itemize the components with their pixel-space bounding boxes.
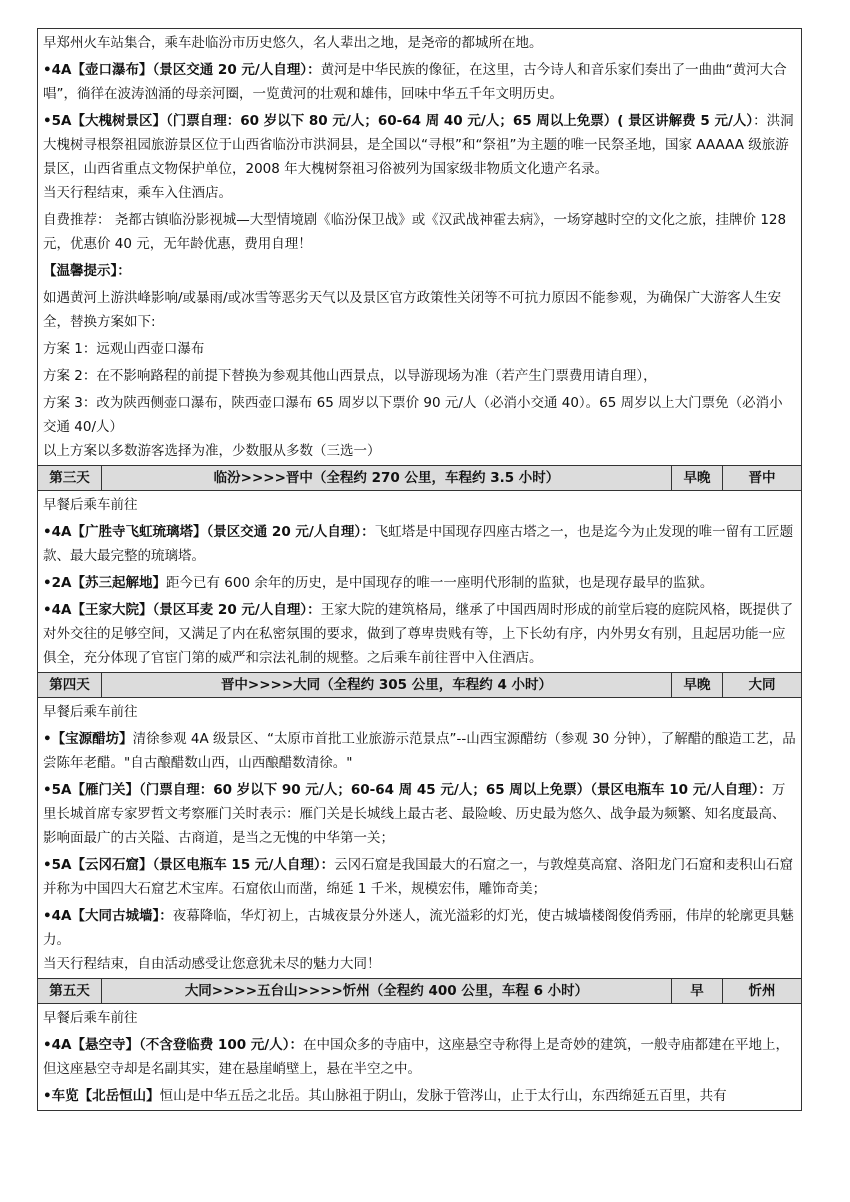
day3-breakfast: 早餐后乘车前往 [43, 497, 138, 513]
plan-3: 方案 3：改为陕西侧壶口瀑布，陕西壶口瀑布 65 周岁以下票价 90 元/人（必消小交通 40）。65 周岁以上大门票免（必消小交通 40/人） [43, 395, 783, 435]
day4-content [38, 698, 802, 979]
attraction-datong-wall: •4A【大同古城墙】：夜幕降临，华灯初上，古城夜景分外迷人，流光溢彩的灯光，使古城墙楼阁俊俏秀丽，伟岸的轮廓更具魅力。 [43, 908, 794, 948]
itinerary-sheet [37, 28, 801, 1111]
day3-header-row [38, 466, 802, 491]
day3-route: 临汾>>>>晋中（全程约 270 公里，车程约 3.5 小时） [102, 466, 672, 491]
attraction-susan: •2A【苏三起解地】距今已有 600 余年的历史，是中国现存的唯一一座明代形制的监狱，也是现存最早的监狱。 [43, 575, 714, 591]
day5-content-row [38, 1004, 802, 1111]
day4-breakfast: 早餐后乘车前往 [43, 704, 138, 720]
day5-stay: 忻州 [723, 979, 802, 1004]
day3-content-row [38, 491, 802, 673]
attraction-xuankong: •4A【悬空寺】（不含登临费 100 元/人）：在中国众多的寺庙中，这座悬空寺称得上是奇妙的建筑，一般寺庙都建在平地上，但这座悬空寺却是名副其实，建在悬崖峭壁上，悬在半空之中。 [43, 1037, 789, 1077]
day5-meals: 早 [672, 979, 723, 1004]
day5-label: 第五天 [38, 979, 102, 1004]
tip-title: 【温馨提示】： [43, 263, 131, 279]
itinerary-table [37, 28, 802, 1111]
day3-label: 第三天 [38, 466, 102, 491]
attraction-baoyuan: •【宝源醋坊】清徐参观 4A 级景区、“太原市首批工业旅游示范景点”--山西宝源醋纺（参观 30 分钟），了解醋的酿造工艺，品尝陈年老醋。"自古酿醋数山西，山西酿醋数清徐。" [43, 731, 796, 771]
attraction-wangjia: •4A【王家大院】（景区耳麦 20 元/人自理）：王家大院的建筑格局，继承了中国西周时形成的前堂后寝的庭院风格，既提供了对外交往的足够空间，又满足了内在私密氛围的要求，做到了尊卑贵贱有等，上下长幼有序，内外男女有别，且起居功能一应俱全，充分体现了官宦门第的威严和宗法礼制的规整。之后乘车前往晋中入住酒店。 [43, 602, 794, 666]
plan-1: 方案 1：远观山西壶口瀑布 [43, 341, 205, 357]
attraction-yungang: •5A【云冈石窟】（景区电瓶车 15 元/人自理）：云冈石窟是我国最大的石窟之一，与敦煌莫高窟、洛阳龙门石窟和麦积山石窟并称为中国四大石窟艺术宝库。石窟依山而凿，绵延 1 千米，规模宏伟，雕饰奇美； [43, 857, 794, 897]
day5-breakfast: 早餐后乘车前往 [43, 1010, 138, 1026]
day3-stay: 晋中 [723, 466, 802, 491]
day3-meals: 早晚 [672, 466, 723, 491]
day5-route: 大同>>>>五台山>>>>忻州（全程约 400 公里，车程 6 小时） [102, 979, 672, 1004]
attraction-feihong: •4A【广胜寺飞虹琉璃塔】（景区交通 20 元/人自理）：飞虹塔是中国现存四座古塔之一，也是迄今为止发现的唯一留有工匠题款、最大最完整的琉璃塔。 [43, 524, 794, 564]
day2-content [38, 29, 802, 466]
day2-intro: 早郑州火车站集合，乘车赴临汾市历史悠久，名人辈出之地，是尧帝的都城所在地。 [43, 35, 543, 51]
attraction-hukou: •4A【壶口瀑布】（景区交通 20 元/人自理）：黄河是中华民族的像征，在这里，古今诗人和音乐家们奏出了一曲曲“黄河大合唱”，徜徉在波涛汹涌的母亲河圈，一览黄河的壮观和雄伟，回味中华五千年文明历史。 [43, 62, 787, 102]
tip-text: 如遇黄河上游洪峰影响/或暴雨/或冰雪等恶劣天气以及景区官方政策性关闭等不可抗力原因不能参观，为确保广大游客人生安全，替换方案如下: [43, 290, 782, 330]
day2-content-row [38, 29, 802, 466]
plan-2: 方案 2：在不影响路程的前提下替换为参观其他山西景点，以导游现场为准（若产生门票费用请自理）， [43, 368, 657, 384]
day5-header-row [38, 979, 802, 1004]
attraction-dahuaishu: •5A【大槐树景区】（门票自理：60 岁以下 80 元/人；60-64 周 40 元/人；65 周以上免票）( 景区讲解费 5 元/人）：洪洞大槐树寻根祭祖园旅游景区位于山西省临汾市洪洞县，是全国以“寻根”和“祭祖”为主题的唯一民祭圣地，国家 AAAAA 级旅游景区，山西省重点文物保护单位，2008 年大槐树祭祖习俗被列为国家级非物质文化遗产名录。 当天行程结束，乘车入住酒店。 [43, 113, 794, 201]
day5-content [38, 1004, 802, 1111]
day4-header-row [38, 673, 802, 698]
attraction-yanmen: •5A【雁门关】（门票自理：60 岁以下 90 元/人；60-64 周 45 元/人；65 周以上免票）（景区电瓶车 10 元/人自理）：万里长城首席专家罗哲文考察雁门关时表示：雁门关是长城线上最古老、最险峻、历史最为悠久、战争最为频繁、知名度最高、影响面最广的古关隘、古商道，是当之无愧的中华第一关； [43, 782, 786, 846]
day4-label: 第四天 [38, 673, 102, 698]
self-pay-recommendation: 自费推荐： 尧都古镇临汾影视城—大型情境剧《临汾保卫战》或《汉武战神霍去病》，一场穿越时空的文化之旅，挂牌价 128 元，优惠价 40 元，无年龄优惠，费用自理！ [43, 212, 787, 252]
day4-content-row [38, 698, 802, 979]
day4-route: 晋中>>>>大同（全程约 305 公里，车程约 4 小时） [102, 673, 672, 698]
plan-majority-note: 以上方案以多数游客选择为准，少数服从多数（三选一） [43, 443, 381, 459]
attraction-hengshan: •车览【北岳恒山】恒山是中华五岳之北岳。其山脉祖于阴山，发脉于管涔山，止于太行山，东西绵延五百里，共有 [43, 1088, 727, 1104]
day4-end: 当天行程结束，自由活动感受让您意犹未尽的魅力大同！ [43, 956, 381, 972]
day4-meals: 早晚 [672, 673, 723, 698]
day4-stay: 大同 [723, 673, 802, 698]
day3-content [38, 491, 802, 673]
